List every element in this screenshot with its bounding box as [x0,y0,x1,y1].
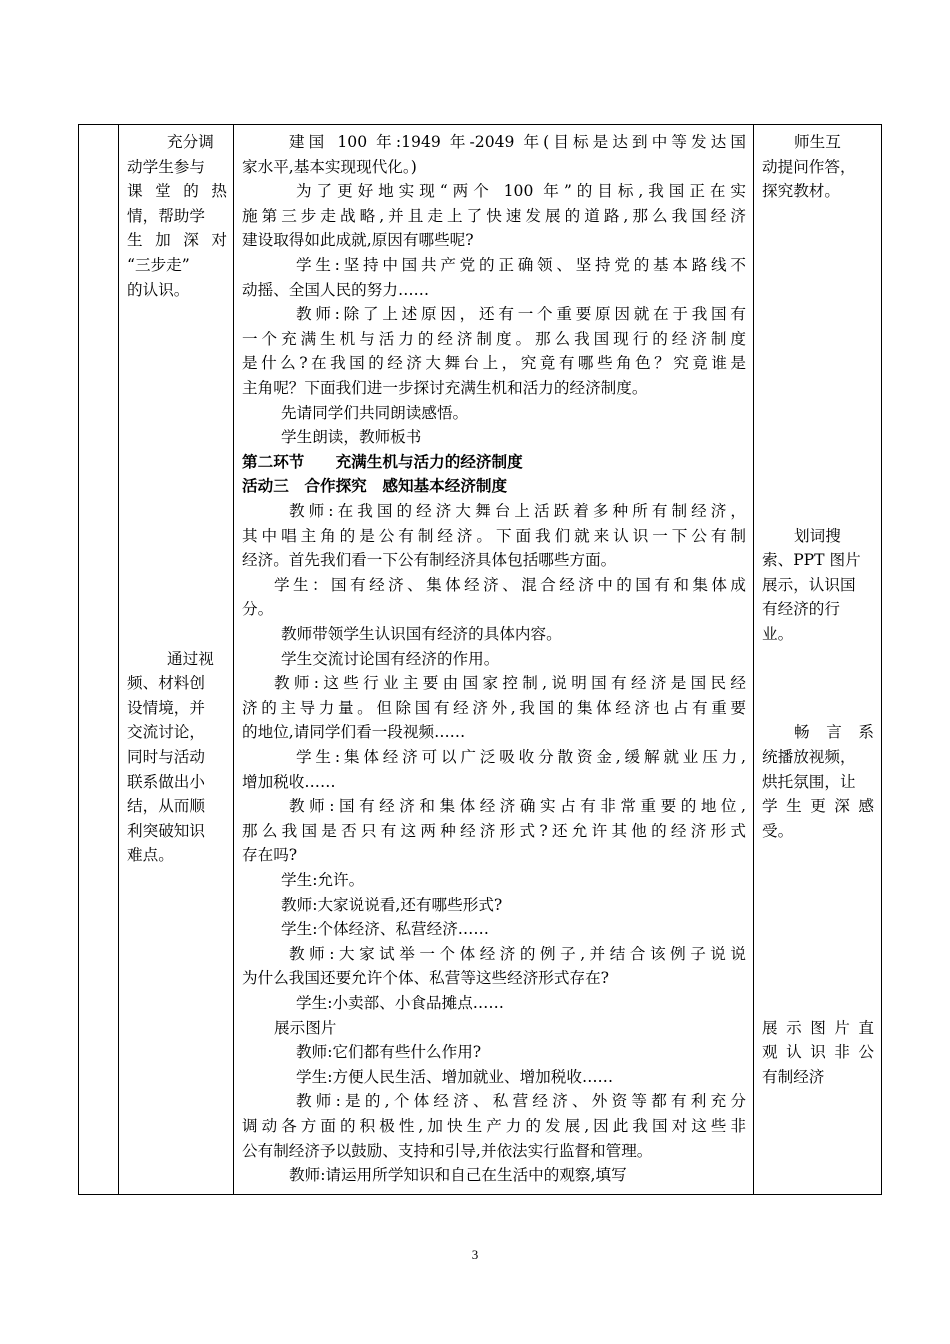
method-note-line: 有经济的行 [762,600,840,619]
method-note-line: 烘托氛围，让 [762,772,856,791]
column-design-intent [119,125,234,1194]
method-note-line: 观 认 识 非 公 [762,1043,874,1062]
process-line: 教师:国有经济和集体经济确实占有非常重要的地位, [289,797,746,816]
process-line: 教师:在我国的经济大舞台上活跃着多种所有制经济， [289,502,746,520]
section-heading: 第二环节 充满生机与活力的经济制度 [242,452,523,471]
process-line: 一个充满生机与活力的经济制度。那么我国现行的经济制度 [242,329,746,348]
method-note-line: 业。 [762,625,794,643]
design-intent-line: 频、材料创 [127,674,205,693]
design-intent-line: 设情境，并 [127,698,205,717]
process-line: 为了更好地实现“两个 100 年”的目标,我国正在实 [296,182,746,201]
process-line: 主角呢？下面我们进一步探讨充满生机和活力的经济制度。 [242,379,648,397]
method-note-line: 探究教材。 [762,182,840,201]
process-line: 其中唱主角的是公有制经济。下面我们就来认识一下公有制 [242,526,746,545]
process-line: 的地位,请同学们看一段视频…… [242,723,466,742]
process-line: 动摇、全国人民的努力…… [242,280,430,299]
process-line: 学生:集体经济可以广泛吸收分散资金,缓解就业压力, [296,748,746,766]
method-note-line: 受。 [762,821,794,840]
design-intent-line: 的认识。 [127,280,190,299]
process-line: 增加税收…… [242,772,336,791]
design-intent-line: “三步走” [127,256,190,274]
design-intent-line: 联系做出小 [127,772,205,791]
process-line: 公有制经济予以鼓励、支持和引导,并依法实行监督和管理。 [242,1141,653,1160]
process-line: 施第三步走战略,并且走上了快速发展的道路,那么我国经济 [242,206,746,225]
design-intent-line: 交流讨论， [127,723,205,742]
design-intent-line: 情，帮助学 [127,206,205,225]
process-line: 学生:坚持中国共产党的正确领、坚持党的基本路线不 [296,256,746,274]
process-line: 那么我国是否只有这两种经济形式?还允许其他的经济形式 [242,821,746,840]
column-methods [754,125,881,1194]
process-line: 建设取得如此成就,原因有哪些呢? [242,231,474,250]
process-line: 为什么我国还要允许个体、私营等这些经济形式存在? [242,969,610,988]
column-stage [79,125,119,1194]
method-note-line: 展示，认识国 [762,575,856,594]
process-line: 分。 [242,600,274,619]
process-line: 教师:请运用所学知识和自己在生活中的观察,填写 [289,1166,627,1185]
design-intent-line: 通过视 [167,649,214,668]
process-line: 教师:它们都有些什么作用? [296,1043,482,1062]
design-intent-line: 课 堂 的 热 [127,182,227,201]
process-line: 学生:小卖部、小食品摊点…… [296,994,504,1012]
method-note-line: 动提问作答， [762,157,856,176]
process-line: 济的主导力量。但除国有经济外,我国的集体经济也占有重要 [242,698,746,717]
process-line: 建国 100 年:1949 年-2049 年(目标是达到中等发达国 [289,133,746,151]
process-line: 教师:大家试举一个体经济的例子,并结合该例子说说 [289,944,746,963]
design-intent-line: 同时与活动 [127,748,205,766]
lesson-plan-table [78,124,882,1195]
process-line: 家水平,基本实现现代化。) [242,157,417,176]
method-note-line: 展 示 图 片 直 [762,1018,874,1037]
process-line: 教师:这些行业主要由国家控制,说明国有经济是国民经 [274,674,746,693]
method-note-line: 师生互 [794,133,841,151]
design-intent-line: 充分调 [167,133,214,151]
process-line: 学生:个体经济、私营经济…… [281,920,489,939]
process-line: 是什么?在我国的经济大舞台上，究竟有哪些角色？究竟谁是 [242,354,746,373]
process-line: 教师带领学生认识国有经济的具体内容。 [281,625,562,643]
process-line: 存在吗? [242,846,298,865]
method-note-line: 索、PPT 图片 [762,551,861,570]
process-line: 调动各方面的积极性,加快生产力的发展,因此我国对这些非 [242,1117,746,1135]
design-intent-line: 利突破知识 [127,821,205,840]
process-line: 先请同学们共同朗读感悟。 [281,403,469,422]
page-number: 3 [471,1247,479,1262]
design-intent-line: 生 加 深 对 [127,231,227,250]
section-heading: 活动三 合作探究 感知基本经济制度 [242,477,508,496]
process-line: 学生:方便人民生活、增加就业、增加税收…… [296,1067,614,1086]
method-note-line: 畅 言 系 [794,723,874,742]
design-intent-line: 结，从而顺 [127,797,205,816]
process-line: 展示图片 [274,1018,337,1037]
process-line: 学生交流讨论国有经济的作用。 [281,649,500,668]
process-line: 经济。首先我们看一下公有制经济具体包括哪些方面。 [242,551,617,570]
process-line: 学生朗读，教师板书 [281,428,422,447]
process-line: 学生:允许。 [281,871,365,889]
method-note-line: 有制经济 [762,1067,825,1086]
method-note-line: 划词搜 [794,526,841,545]
process-line: 教师:是的,个体经济、私营经济、外资等都有利充分 [296,1092,746,1111]
process-line: 教师:大家说说看,还有哪些形式? [281,895,503,914]
design-intent-line: 难点。 [127,846,174,865]
method-note-line: 学 生 更 深 感 [762,797,874,816]
process-line: 教师:除了上述原因，还有一个重要原因就在于我国有 [296,305,746,324]
process-line: 学生：国有经济、集体经济、混合经济中的国有和集体成 [274,575,746,594]
design-intent-line: 动学生参与 [127,157,205,176]
column-teaching-process [234,125,754,1194]
method-note-line: 统播放视频， [762,748,856,766]
